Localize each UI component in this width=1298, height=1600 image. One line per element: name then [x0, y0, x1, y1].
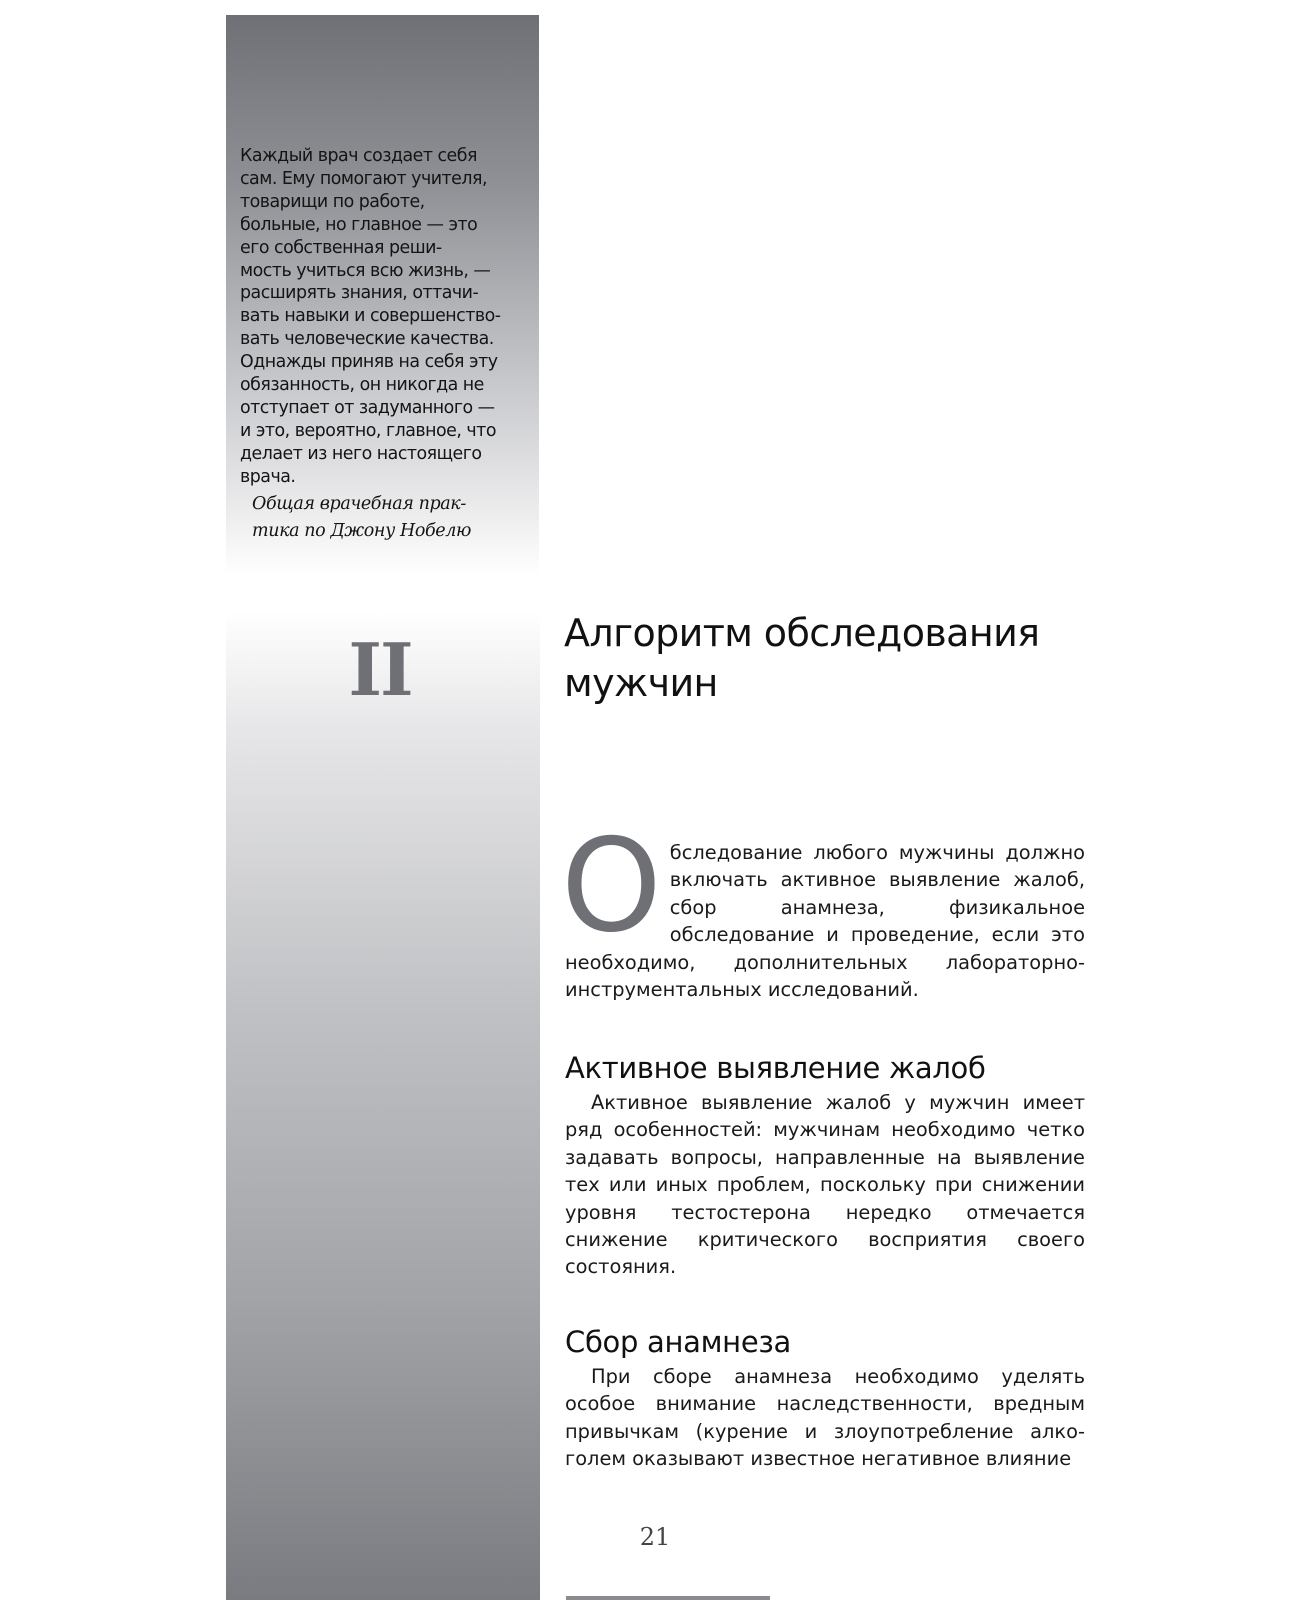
intro-text: бследование любого мужчины должно включать активное выявление жалоб, сбор анамнеза, физикальное обследование и проведение, если это необходимо, дополнительных лабораторно-инструментальных исследований.	[565, 841, 1085, 1002]
page-number: 21	[639, 1523, 671, 1551]
bottom-rule	[566, 1596, 770, 1600]
intro-paragraph	[561, 812, 1085, 1003]
epigraph-source: Общая врачебная прак- тика по Джону Нобелю	[252, 494, 471, 541]
dropcap-letter: О	[561, 812, 662, 961]
sidebar-gradient-bottom	[226, 612, 540, 1600]
chapter-title: Алгоритм обследования мужчин	[564, 611, 1040, 705]
section-heading-anamnesis: Сбор анамнеза	[565, 1325, 791, 1359]
section-paragraph-complaints: Активное выявление жалоб у мужчин имеет ряд особенностей: мужчинам необходимо четко задавать вопросы, направленные на выявление тех или иных проблем, поскольку при снижении уровня тестостерона нередко отмечается снижение критического восприятия своего состояния.	[565, 1091, 1085, 1279]
epigraph-quote: Каждый врач создает себя сам. Ему помогают учителя, товарищи по работе, больные, но главное — это его собственная реши- мость учиться всю жизнь, — расширять знания, оттачи- вать навыки и совершенство- вать человеческие качества. Однажды приняв на себя эту обязанность, он никогда не отступает от задуманного — и это, вероятно, главное, что делает из него настоящего врача.	[240, 146, 501, 487]
section-heading-complaints: Активное выявление жалоб	[565, 1051, 986, 1085]
section-paragraph-anamnesis: При сборе анамнеза необходимо уделять особое внимание наследственности, вредным привычкам (курение и злоупотребление алкоголем оказывают известное негативное влияние	[565, 1365, 1085, 1471]
chapter-number: II	[348, 627, 412, 712]
